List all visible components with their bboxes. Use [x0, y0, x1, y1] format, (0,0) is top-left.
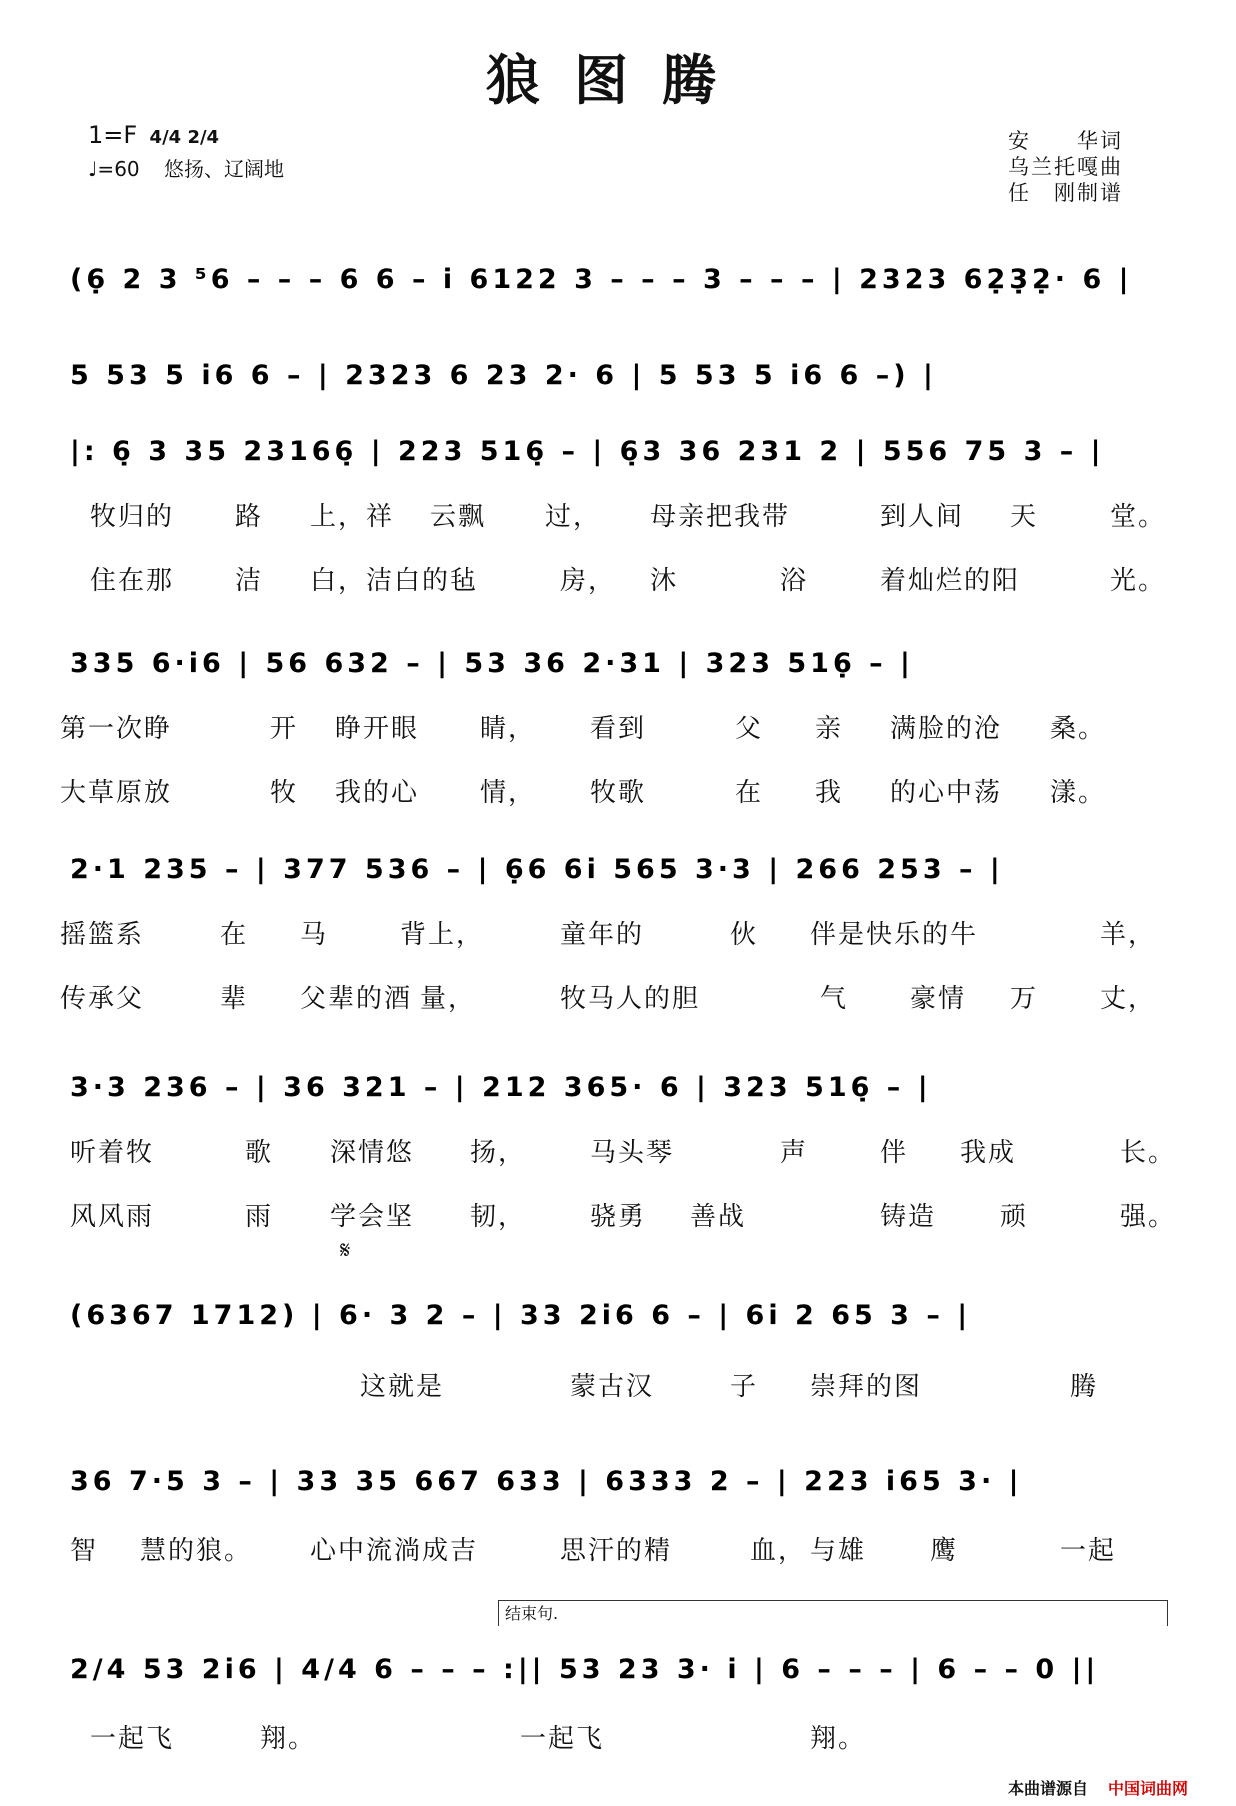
lyrics-v1-line3: [0, 496, 1236, 532]
lyric-segment: 云飘: [430, 502, 487, 532]
lyric-segment: 牧歌: [590, 778, 647, 808]
lyric-segment: 堂。: [1110, 502, 1167, 532]
lyrics-v1-line6: [0, 1132, 1236, 1168]
notation-line-7: [0, 1258, 1236, 1368]
lyric-segment: 牧马人的胆: [560, 984, 701, 1014]
lyric-segment: 听着牧: [70, 1138, 155, 1168]
lyric-segment: 房，: [560, 566, 617, 596]
notation-text: 5 53 5 i6 6 – | 2323 6 23 2· 6 | 5 53 5 i6 6 –) |: [70, 360, 937, 391]
lyric-segment: 马头琴: [590, 1138, 675, 1168]
lyrics-v2-line5: [0, 978, 1236, 1014]
lyric-segment: 大草原放: [60, 778, 173, 808]
lyric-segment: 鹰: [930, 1536, 959, 1566]
lyric-segment: 韧，: [470, 1202, 527, 1232]
lyric-segment: 的心中荡: [890, 778, 1003, 808]
lyric-segment: 母亲把我带: [650, 502, 791, 532]
lyric-segment: 子: [730, 1372, 759, 1402]
lyric-segment: 白，洁白的毡: [310, 566, 479, 596]
lyric-segment: 桑。: [1050, 714, 1107, 744]
time-sig-24: 2/4: [187, 126, 220, 148]
lyric-segment: 崇拜的图: [810, 1372, 923, 1402]
lyric-segment: 漾。: [1050, 778, 1107, 808]
key-label: 1=F: [88, 121, 138, 149]
lyric-segment: 翔。: [260, 1724, 317, 1754]
notation-line-4: [0, 606, 1236, 716]
lyric-segment: 满脸的沧: [890, 714, 1003, 744]
lyric-segment: 天: [1010, 502, 1039, 532]
lyric-segment: 浴: [780, 566, 809, 596]
lyric-segment: 我成: [960, 1138, 1017, 1168]
lyric-segment: 歌: [245, 1138, 274, 1168]
lyric-segment: 思汗的精: [560, 1536, 673, 1566]
notation-text: 36 7·5 3 – | 33 35 667 633 | 6333 2 – | 223 i65 3· |: [70, 1466, 1023, 1497]
lyrics-v2-line4: [0, 772, 1236, 808]
score-line-6: [0, 1030, 1236, 1140]
lyric-segment: 伴是快乐的牛: [810, 920, 979, 950]
lyrics-v1-line4: [0, 708, 1236, 744]
lyric-segment: 翔。: [810, 1724, 867, 1754]
lyric-segment: 着灿烂的阳: [880, 566, 1021, 596]
lyric-segment: 一起飞: [90, 1724, 175, 1754]
lyric-segment: 住在那: [90, 566, 175, 596]
lyric-segment: 学会坚: [330, 1202, 415, 1232]
lyric-segment: 父: [735, 714, 764, 744]
lyric-segment: 牧归的: [90, 502, 175, 532]
lyric-segment: 上，祥: [310, 502, 395, 532]
score-line-9: [0, 1612, 1236, 1722]
lyric-segment: 深情悠: [330, 1138, 415, 1168]
lyric-segment: 万: [1010, 984, 1039, 1014]
lyric-segment: 在: [735, 778, 764, 808]
lyric-segment: 伴: [880, 1138, 909, 1168]
lyric-segment: 牧: [270, 778, 299, 808]
tempo-line: [88, 156, 284, 182]
lyric-segment: 风风雨: [70, 1202, 155, 1232]
credit-lyricist: 安 华词: [1008, 129, 1123, 153]
lyric-segment: 慧的狼。: [140, 1536, 253, 1566]
notation-text: 3·3 236 – | 36 321 – | 212 365· 6 | 323 516̣ – |: [70, 1072, 932, 1103]
time-sig-44: 4/4: [149, 126, 182, 148]
lyric-segment: 量，: [420, 984, 477, 1014]
notation-text: 2/4 53 2i6 | 4/4 6 – – – :|| 53 23 3· i | 6 – – – | 6 – – 0 ||: [70, 1654, 1100, 1685]
lyric-segment: 光。: [1110, 566, 1167, 596]
notation-text: (6̣ 2 3 ⁵6 – – – 6 6 – i 6122 3 – – – 3 – – – | 2323 62̣3̣2̣· 6 |: [70, 264, 1133, 295]
notation-line-9: [0, 1612, 1236, 1722]
notation-text: 335 6·i6 | 56 632 – | 53 36 2·31 | 323 516̣ – |: [70, 648, 914, 679]
expression-mark: 悠扬、辽阔地: [164, 157, 284, 181]
lyric-segment: 我的心: [335, 778, 420, 808]
credit-transcriber: 任 刚制谱: [1008, 181, 1123, 205]
lyric-segment: 伙: [730, 920, 759, 950]
score-line-5: [0, 812, 1236, 922]
credit-composer: 乌兰托嘎曲: [1008, 155, 1123, 179]
notation-line-3: [0, 394, 1236, 504]
lyric-segment: 我: [815, 778, 844, 808]
lyric-segment: 看到: [590, 714, 647, 744]
notation-text: 2·1 235 – | 377 536 – | 6̣6 6i 565 3·3 | 266 253 – |: [70, 854, 1004, 885]
tempo-mark: ♩=60: [88, 157, 140, 181]
key-signature: [88, 122, 219, 149]
lyrics-v1-line5: [0, 914, 1236, 950]
lyric-segment: 过，: [545, 502, 602, 532]
lyrics-line9: [0, 1718, 1236, 1754]
lyric-segment: 一起: [1060, 1536, 1117, 1566]
notation-line-8: [0, 1424, 1236, 1534]
ending-bracket: 结束句.: [498, 1600, 1168, 1626]
lyric-segment: 血，: [750, 1536, 807, 1566]
credits: [1008, 128, 1123, 206]
lyric-segment: 父辈的酒: [300, 984, 413, 1014]
score-line-4: [0, 606, 1236, 716]
lyric-segment: 腾: [1070, 1372, 1099, 1402]
song-title: 狼图腾: [486, 48, 750, 112]
lyric-segment: 一起飞: [520, 1724, 605, 1754]
score-line-7: [0, 1258, 1236, 1368]
lyric-segment: 声: [780, 1138, 809, 1168]
lyric-segment: 善战: [690, 1202, 747, 1232]
lyrics-line7: [0, 1366, 1236, 1402]
lyric-segment: 到人间: [880, 502, 965, 532]
time-signatures: [149, 126, 220, 148]
lyric-segment: 摇篮系: [60, 920, 145, 950]
lyric-segment: 亲: [815, 714, 844, 744]
lyric-segment: 铸造: [880, 1202, 937, 1232]
notation-text: |: 6̣ 3 35 23166̣ | 223 516̣ – | 6̣3 36 231 2 | 556 75 3 – |: [70, 436, 1105, 467]
notation-line-6: [0, 1030, 1236, 1140]
lyric-segment: 睛，: [480, 714, 537, 744]
footer-prefix: 本曲谱源自: [1008, 1779, 1089, 1798]
lyric-segment: 豪情: [910, 984, 967, 1014]
lyric-segment: 气: [820, 984, 849, 1014]
lyric-segment: 洁: [235, 566, 264, 596]
score-line-8: [0, 1424, 1236, 1534]
lyric-segment: 背上，: [400, 920, 485, 950]
lyric-segment: 蒙古汉: [570, 1372, 655, 1402]
lyric-segment: 睁开眼: [335, 714, 420, 744]
lyric-segment: 沐: [650, 566, 679, 596]
lyric-segment: 情，: [480, 778, 537, 808]
lyric-segment: 传承父: [60, 984, 145, 1014]
lyric-segment: 强。: [1120, 1202, 1177, 1232]
notation-line-1: [0, 222, 1236, 332]
lyrics-line8: [0, 1530, 1236, 1566]
lyric-segment: 这就是: [360, 1372, 445, 1402]
lyric-segment: 智: [70, 1536, 99, 1566]
lyric-segment: 羊，: [1100, 920, 1157, 950]
score-line-3: [0, 394, 1236, 504]
footer-site-link[interactable]: 中国词曲网: [1108, 1779, 1189, 1798]
lyrics-v2-line3: [0, 560, 1236, 596]
lyric-segment: 马: [300, 920, 329, 950]
lyric-segment: 骁勇: [590, 1202, 647, 1232]
score-line-1: [0, 222, 1236, 332]
lyric-segment: 雨: [245, 1202, 274, 1232]
lyric-segment: 童年的: [560, 920, 645, 950]
lyric-segment: 在: [220, 920, 249, 950]
lyric-segment: 顽: [1000, 1202, 1029, 1232]
lyric-segment: 丈，: [1100, 984, 1157, 1014]
lyric-segment: 长。: [1120, 1138, 1177, 1168]
lyric-segment: 辈: [220, 984, 249, 1014]
lyric-segment: 心中流淌成吉: [310, 1536, 479, 1566]
lyric-segment: 与雄: [810, 1536, 867, 1566]
lyric-segment: 路: [235, 502, 264, 532]
segno-sign: 𝄋: [340, 1236, 351, 1264]
lyric-segment: 开: [270, 714, 299, 744]
lyric-segment: 扬，: [470, 1138, 527, 1168]
lyrics-v2-line6: [0, 1196, 1236, 1232]
notation-line-5: [0, 812, 1236, 922]
lyric-segment: 第一次睁: [60, 714, 173, 744]
source-footer: [1008, 1776, 1188, 1799]
notation-text: (6367 1712) | 6· 3 2 – | 33 2i6 6 – | 6i 2 65 3 – |: [70, 1300, 972, 1331]
